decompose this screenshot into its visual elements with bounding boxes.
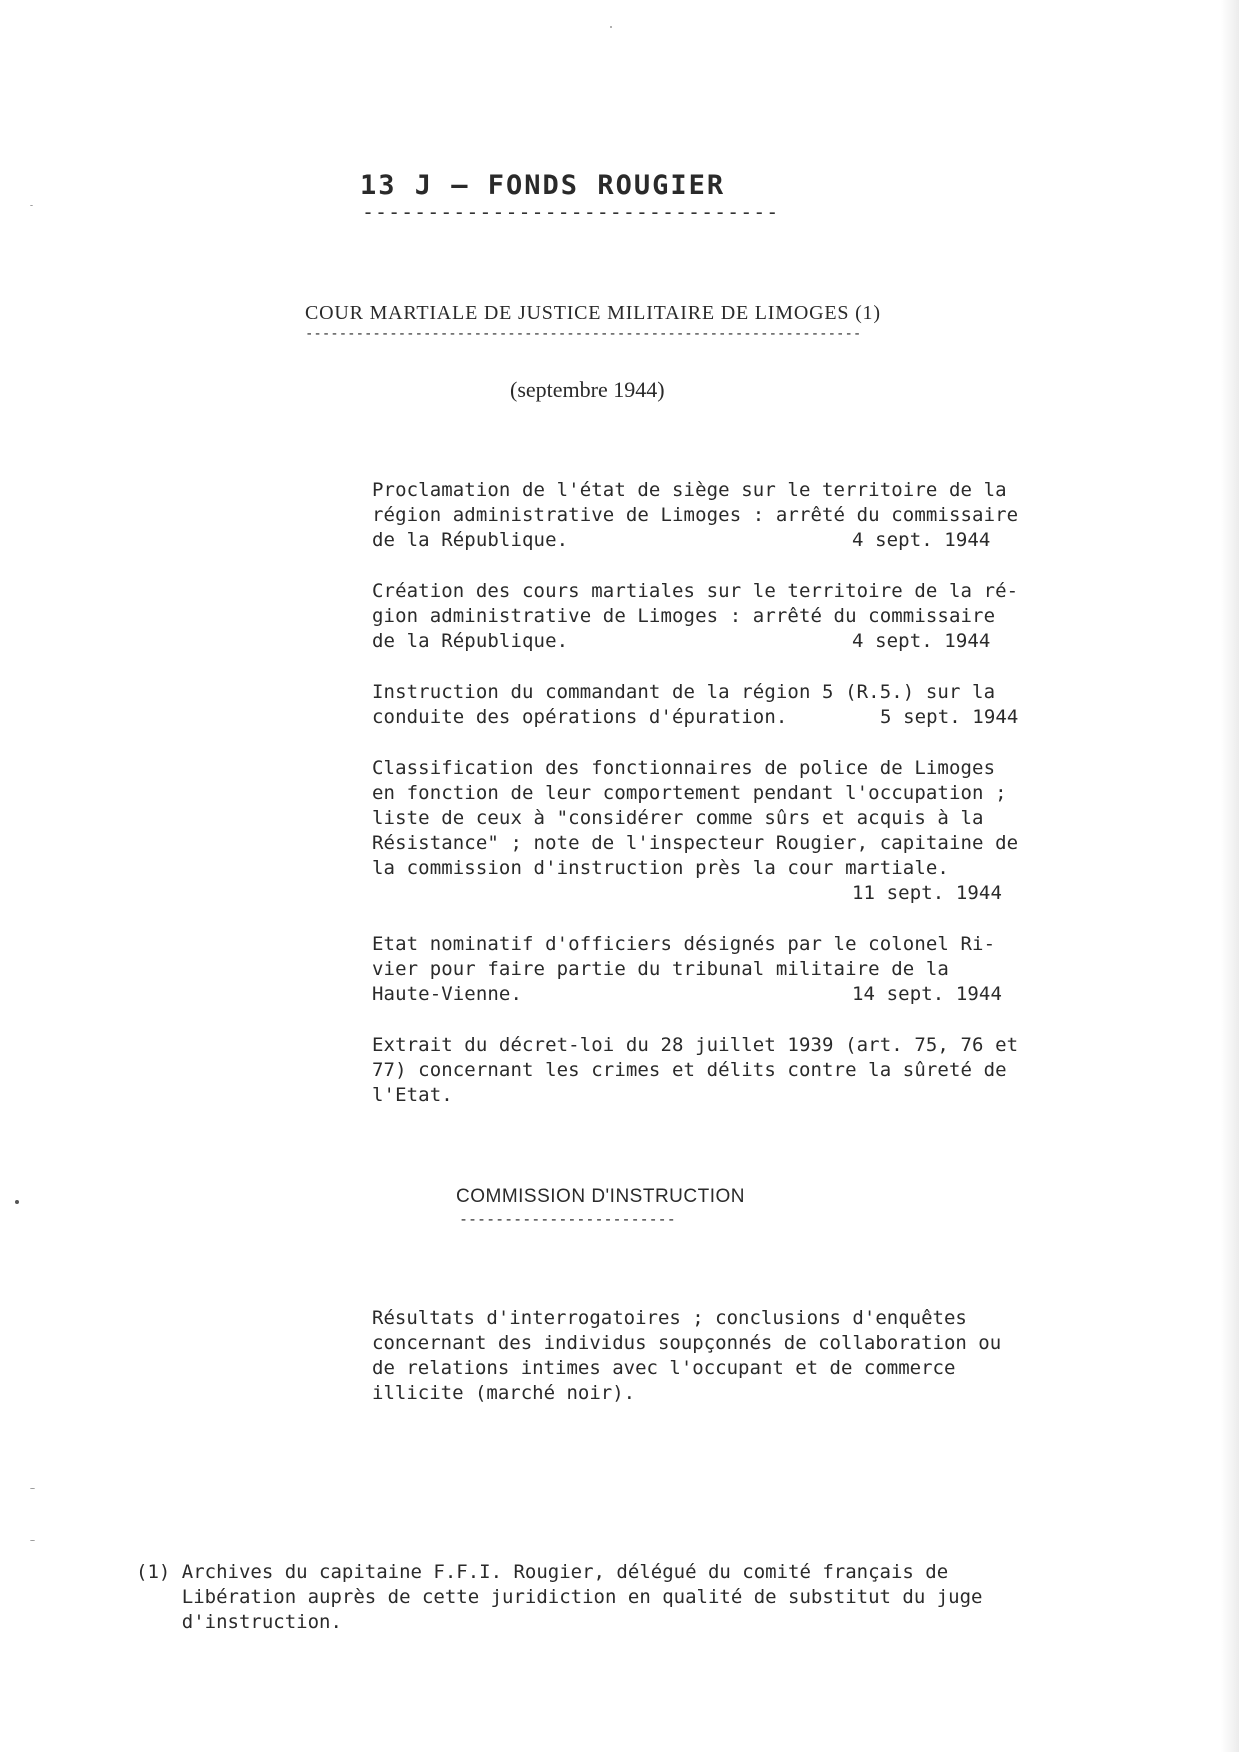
scan-speck [610, 26, 612, 28]
entry-date: 14 sept. 1944 [852, 983, 1003, 1005]
page-title: 13 J — FONDS ROUGIER [360, 170, 726, 201]
section-underline: ------------------------------------------------------------------ [305, 326, 862, 342]
entry-text: Instruction du commandant de la région 5 (R.5.) sur la conduite des opérations d'épuration. [372, 681, 996, 728]
entry-list [372, 478, 1082, 1134]
entry-item [372, 478, 1082, 553]
entry-item [372, 579, 1082, 654]
entry-item [372, 932, 1082, 1007]
entry-text: Proclamation de l'état de siège sur le territoire de la région administrative de Limoges : arrêté du commissaire de la République. [372, 479, 1019, 551]
entry-text: Extrait du décret-loi du 28 juillet 1939 (art. 75, 76 et 77) concernant les crimes et délits contre la sûreté de l'Etat. [372, 1034, 1019, 1106]
scan-speck [15, 1200, 19, 1204]
scan-speck [30, 1540, 35, 1541]
page-edge-shadow [1221, 0, 1239, 1752]
section-heading: COUR MARTIALE DE JUSTICE MILITAIRE DE LIMOGES (1) [305, 302, 881, 324]
scan-speck [30, 1488, 35, 1489]
entry-date: 4 sept. 1944 [852, 529, 991, 551]
footnote: (1) Archives du capitaine F.F.I. Rougier, délégué du comité français de Libération auprès de cette juridiction en qualité de substitut du juge d'instruction. [136, 1561, 983, 1633]
entry-item [372, 756, 1082, 906]
commission-description: Résultats d'interrogatoires ; conclusions d'enquêtes concernant des individus soupçonnés de collaboration ou de relations intimes avec l'occupant et de commerce illicite (marché noir). [372, 1307, 1002, 1404]
entry-text: Création des cours martiales sur le territoire de la ré- gion administrative de Limoges : arrêté du commissaire de la République. [372, 580, 1019, 652]
entry-date: 5 sept. 1944 [880, 706, 1019, 728]
entry-item [372, 1033, 1082, 1108]
entry-text: Classification des fonctionnaires de police de Limoges en fonction de leur comportement pendant l'occupation ; liste de ceux à "considérer comme sûrs et acquis à la Résistance" ; note de l'inspecteur Rougier, capitaine de la commission d'instruction près la cour martiale. [372, 757, 1019, 879]
entry-text: Etat nominatif d'officiers désignés par le colonel Ri- vier pour faire partie du tribunal militaire de la Haute-Vienne. [372, 933, 996, 1005]
entry-date: 4 sept. 1944 [852, 630, 991, 652]
subsection-underline: ------------------------ [459, 1210, 676, 1228]
title-underline: -------------------------------- [362, 200, 780, 224]
scan-speck [30, 205, 33, 206]
date-range: (septembre 1944) [510, 377, 665, 402]
subsection-heading: COMMISSION D'INSTRUCTION [456, 1186, 746, 1207]
entry-date: 11 sept. 1944 [852, 882, 1003, 904]
entry-item [372, 680, 1082, 730]
